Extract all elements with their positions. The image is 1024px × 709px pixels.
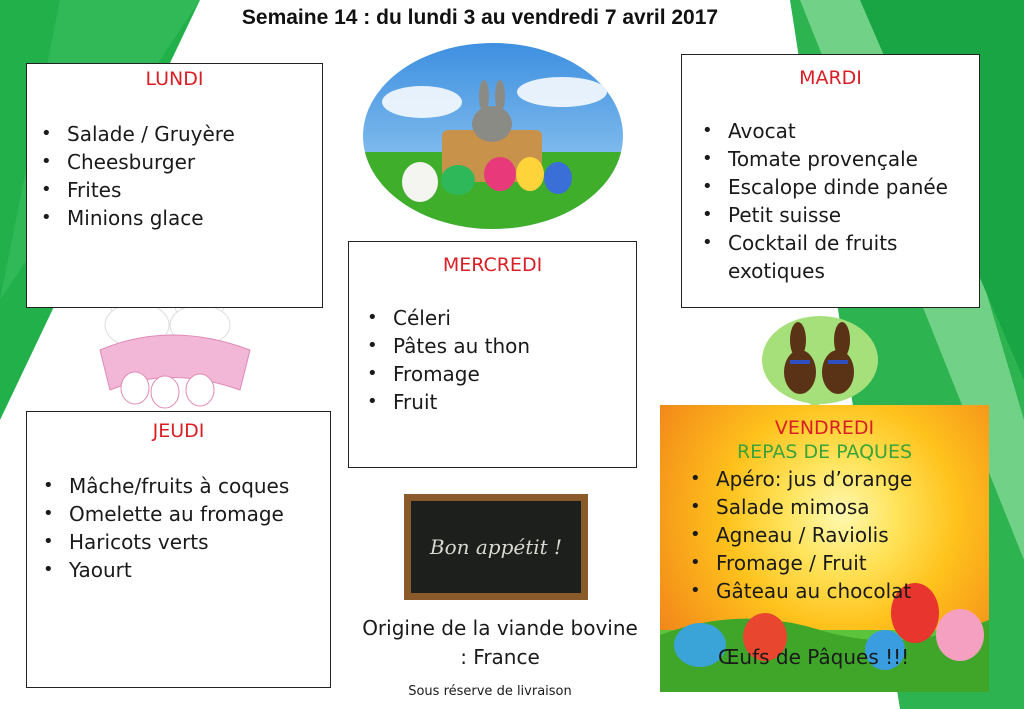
day-heading: LUNDI xyxy=(145,68,204,90)
menu-item: • Gâteau au chocolat xyxy=(684,577,989,605)
day-heading: MERCREDI xyxy=(442,254,543,276)
menu-item: • Minions glace xyxy=(35,204,322,232)
menu-item: • Omelette au fromage xyxy=(37,500,330,528)
menu-item: • Cocktail de fruits exotiques xyxy=(696,229,979,285)
page-title: Semaine 14 : du lundi 3 au vendredi 7 avril 2017 xyxy=(241,6,719,29)
mercredi-card xyxy=(348,241,637,468)
menu-item: • Fruit xyxy=(361,388,636,416)
day-heading: VENDREDI xyxy=(774,417,875,439)
menu-item: • Tomate provençale xyxy=(696,145,979,173)
menu-item: • Avocat xyxy=(696,117,979,145)
menu-list xyxy=(696,117,979,285)
chocolate-bunnies-icon xyxy=(760,310,880,410)
chalkboard-surface xyxy=(411,501,581,593)
menu-list xyxy=(684,465,989,605)
vendredi-card xyxy=(660,405,989,692)
menu-item: • Escalope dinde panée xyxy=(696,173,979,201)
chalkboard-text: Bon appétit ! xyxy=(429,535,563,559)
menu-list xyxy=(37,472,330,584)
menu-item: • Fromage xyxy=(361,360,636,388)
menu-item: • Haricots verts xyxy=(37,528,330,556)
eggs-note: Œufs de Pâques !!! xyxy=(718,645,910,669)
jeudi-card xyxy=(26,411,331,688)
menu-item: • Cheesburger xyxy=(35,148,322,176)
chalkboard xyxy=(404,494,588,600)
menu-list xyxy=(361,304,636,416)
menu-item: • Pâtes au thon xyxy=(361,332,636,360)
menu-item: • Fromage / Fruit xyxy=(684,549,989,577)
menu-item: • Mâche/fruits à coques xyxy=(37,472,330,500)
menu-item: • Yaourt xyxy=(37,556,330,584)
menu-item: • Salade / Gruyère xyxy=(35,120,322,148)
repas-heading: REPAS DE PAQUES xyxy=(736,441,913,463)
day-heading: MARDI xyxy=(799,67,862,89)
mardi-card xyxy=(681,54,980,308)
day-heading: JEUDI xyxy=(152,420,205,442)
delivery-disclaimer: Sous réserve de livraison xyxy=(408,684,572,699)
menu-item: • Petit suisse xyxy=(696,201,979,229)
menu-list xyxy=(35,120,322,232)
menu-item: • Apéro: jus d’orange xyxy=(684,465,989,493)
menu-item: • Salade mimosa xyxy=(684,493,989,521)
menu-item: • Frites xyxy=(35,176,322,204)
lundi-card xyxy=(26,63,323,308)
easter-basket-picture xyxy=(362,42,624,230)
menu-item: • Céleri xyxy=(361,304,636,332)
menu-item: • Agneau / Raviolis xyxy=(684,521,989,549)
meat-origin-note: Origine de la viande bovine : France xyxy=(362,616,638,669)
